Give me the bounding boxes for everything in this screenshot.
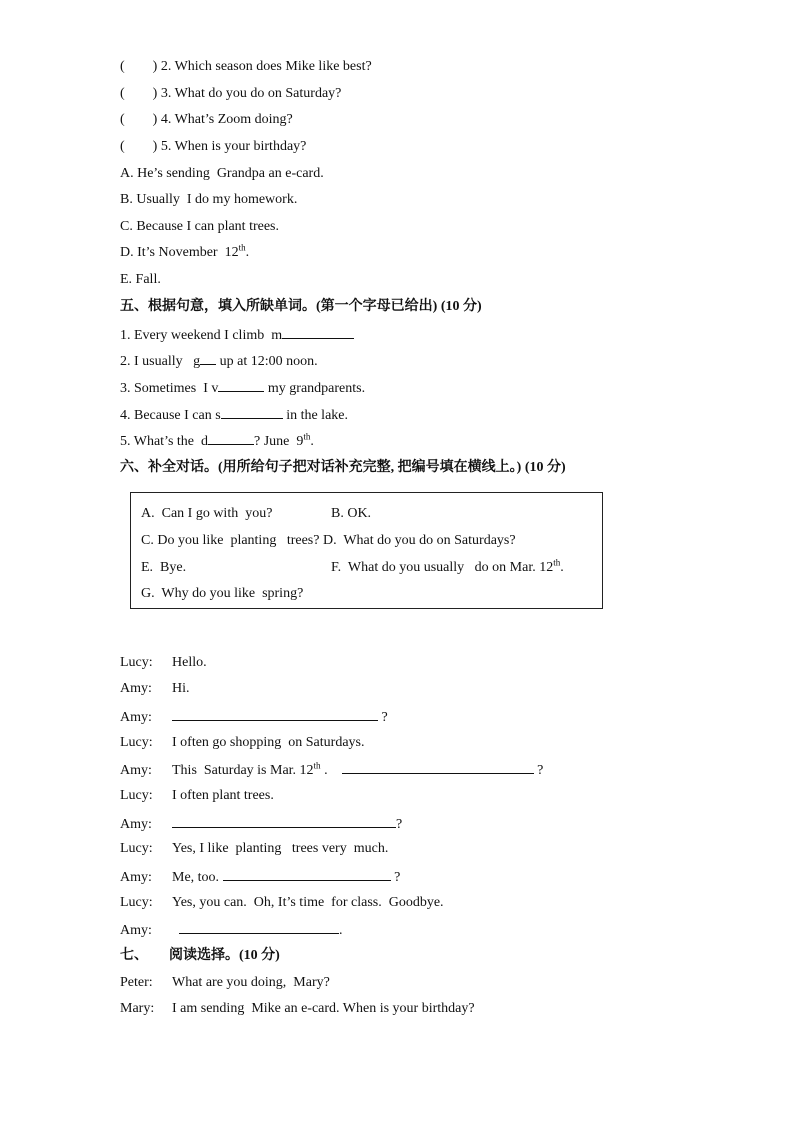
fill-item-1: [120, 324, 354, 346]
dialogue-line-11: [120, 919, 343, 941]
dialogue-text: ?: [381, 710, 388, 725]
superscript: th: [238, 242, 246, 253]
option-f-end: .: [560, 560, 564, 575]
options-box: [130, 492, 603, 609]
speaker: Lucy:: [120, 735, 153, 750]
reading-line-1: [120, 973, 330, 993]
answer-c: C. Because I can plant trees.: [120, 219, 279, 234]
speaker: Amy:: [120, 710, 152, 725]
blank-line[interactable]: [172, 706, 378, 721]
blank-line[interactable]: [223, 866, 391, 881]
question-4: [120, 110, 293, 130]
question-text: 3. What do you do on Saturday?: [160, 86, 342, 101]
fill-text: 5. What’s the d: [120, 434, 209, 449]
dialogue-text: ?: [537, 763, 544, 778]
section-7-title: 七、 阅读选择。(10 分): [120, 948, 280, 963]
dialogue-line-1: [120, 653, 207, 673]
question-5: [120, 137, 306, 157]
superscript: th: [313, 760, 321, 771]
dialogue-line-9: [120, 866, 400, 888]
speaker: Lucy:: [120, 841, 153, 856]
blank-line[interactable]: [208, 430, 254, 445]
question-2: [120, 57, 372, 77]
dialogue-line-5: [120, 759, 543, 781]
blank-line[interactable]: [218, 377, 264, 392]
superscript: th: [303, 431, 311, 442]
speaker: Peter:: [120, 975, 153, 990]
speaker: Lucy:: [120, 895, 153, 910]
answer-e: E. Fall.: [120, 272, 161, 287]
dialogue-text: Me, too.: [172, 870, 220, 885]
dialogue-text: Yes, I like planting trees very much.: [172, 841, 389, 856]
answer-paren: ( ): [120, 112, 158, 127]
speaker: Lucy:: [120, 655, 153, 670]
fill-text: 3. Sometimes I v: [120, 381, 219, 396]
option-e: E. Bye.: [141, 560, 187, 575]
question-text: 5. When is your birthday?: [160, 139, 307, 154]
question-text: 4. What’s Zoom doing?: [160, 112, 293, 127]
dialogue-line-4: [120, 733, 364, 753]
speaker: Lucy:: [120, 788, 153, 803]
answer-paren: ( ): [120, 139, 158, 154]
dialogue-line-10: [120, 893, 444, 913]
blank-line[interactable]: [282, 324, 354, 339]
section-6-title: 六、补全对话。(用所给句子把对话补充完整, 把编号填在横线上。) (10 分): [120, 460, 566, 475]
blank-line[interactable]: [172, 813, 396, 828]
blank-line[interactable]: [200, 350, 216, 365]
answer-a: A. He’s sending Grandpa an e-card.: [120, 166, 324, 181]
speaker: Amy:: [120, 923, 152, 938]
dialogue-line-2: [120, 679, 190, 699]
answer-d-end: .: [245, 245, 250, 260]
dialogue-line-6: [120, 786, 274, 806]
fill-text: my grandparents.: [264, 381, 366, 396]
reading-line-2: [120, 999, 475, 1019]
dialogue-line-3: [120, 706, 388, 728]
reading-text: What are you doing, Mary?: [172, 975, 330, 990]
blank-line[interactable]: [342, 759, 534, 774]
fill-item-3: [120, 377, 365, 399]
option-f: [331, 558, 564, 578]
fill-item-5: [120, 430, 314, 452]
dialogue-text: .: [320, 763, 328, 778]
fill-text: 1. Every weekend I climb m: [120, 328, 283, 343]
answer-paren: ( ): [120, 59, 158, 74]
dialogue-text: I often go shopping on Saturdays.: [172, 735, 365, 750]
dialogue-text: I often plant trees.: [172, 788, 274, 803]
speaker: Amy:: [120, 763, 152, 778]
option-a: A. Can I go with you?: [141, 506, 273, 521]
speaker: Amy:: [120, 870, 152, 885]
question-3: [120, 84, 341, 104]
fill-text: .: [310, 434, 314, 449]
dialogue-text: Hi.: [172, 681, 190, 696]
dialogue-text: This Saturday is Mar. 12: [172, 763, 314, 778]
fill-item-2: [120, 350, 318, 372]
fill-text: ? June 9: [254, 434, 304, 449]
question-text: 2. Which season does Mike like best?: [160, 59, 372, 74]
dialogue-text: ?: [396, 817, 403, 832]
fill-text: in the lake.: [282, 408, 348, 423]
option-f-text: F. What do you usually do on Mar. 12: [331, 560, 554, 575]
blank-line[interactable]: [221, 404, 283, 419]
option-c-d: C. Do you like planting trees? D. What do you do on Saturdays?: [141, 533, 516, 548]
speaker: Amy:: [120, 817, 152, 832]
fill-text: 4. Because I can s: [120, 408, 221, 423]
dialogue-line-7: [120, 813, 402, 835]
answer-d: [120, 243, 249, 263]
option-g: G. Why do you like spring?: [141, 586, 304, 601]
blank-line[interactable]: [179, 919, 339, 934]
section-5-title: 五、根据句意，填入所缺单词。(第一个字母已给出) (10 分): [120, 299, 482, 314]
answer-paren: ( ): [120, 86, 158, 101]
fill-item-4: [120, 404, 348, 426]
dialogue-line-8: [120, 839, 388, 859]
fill-text: up at 12:00 noon.: [216, 354, 318, 369]
speaker: Amy:: [120, 681, 152, 696]
speaker: Mary:: [120, 1001, 155, 1016]
dialogue-text: .: [339, 923, 343, 938]
dialogue-text: ?: [394, 870, 401, 885]
answer-b: B. Usually I do my homework.: [120, 192, 298, 207]
option-b: B. OK.: [331, 506, 372, 521]
superscript: th: [553, 557, 561, 568]
reading-text: I am sending Mike an e-card. When is your birthday?: [172, 1001, 475, 1016]
dialogue-text: Hello.: [172, 655, 207, 670]
fill-text: 2. I usually g: [120, 354, 201, 369]
dialogue-text: Yes, you can. Oh, It’s time for class. Goodbye.: [172, 895, 444, 910]
answer-d-text: D. It’s November 12: [120, 245, 239, 260]
